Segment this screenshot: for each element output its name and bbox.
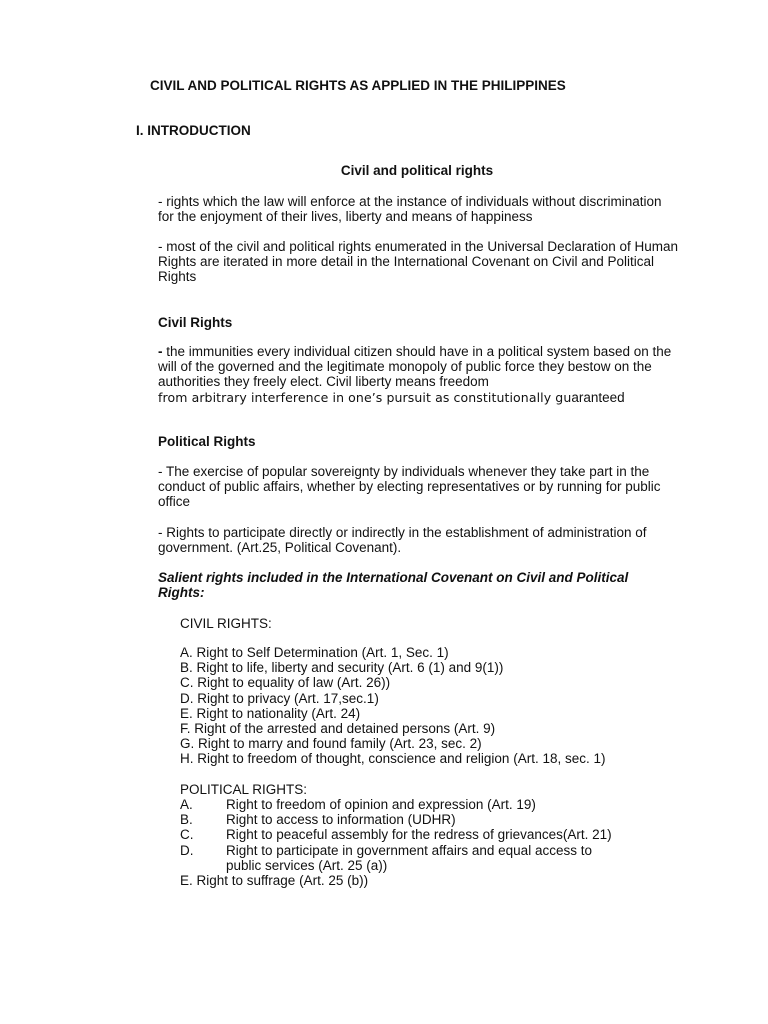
political-rights-list xyxy=(180,797,680,888)
list-item xyxy=(180,873,680,888)
civil-text-c: aranteed xyxy=(571,389,625,405)
list-item: D. Right to privacy (Art. 17,sec.1) xyxy=(180,690,379,706)
list-item: C. Right to equality of law (Art. 26)) xyxy=(180,675,391,691)
salient-heading: Salient rights included in the International Covenant on Civil and Political Rights: xyxy=(158,570,629,601)
list-letter: C. xyxy=(180,827,194,843)
document-title: CIVIL AND POLITICAL RIGHTS AS APPLIED IN THE PHILIPPINES xyxy=(150,78,566,93)
list-item-continuation xyxy=(180,858,680,873)
list-text: E. Right to suffrage (Art. 25 (b)) xyxy=(180,873,369,889)
civil-dash: - xyxy=(158,344,163,359)
list-text-continuation: public services (Art. 25 (a)) xyxy=(226,857,388,873)
list-item: B. Right to life, liberty and security (Art. 6 (1) and 9(1)) xyxy=(180,660,504,676)
list-text: Right to access to information (UDHR) xyxy=(226,812,456,828)
civil-rights-list xyxy=(180,645,680,767)
list-item xyxy=(180,843,680,858)
civil-rights-paragraph xyxy=(158,344,678,405)
list-text: Right to peaceful assembly for the redress of grievances(Art. 21) xyxy=(226,827,612,843)
civil-text-a: the immunities every individual citizen should have in a political system based on the will of the governed and the legitimate monopoly of public force they bestow on the authorities they freely elect. Civil liberty means freedom xyxy=(158,344,672,390)
definition-paragraph-1: - rights which the law will enforce at the instance of individuals without discrimination for the enjoyment of their lives, liberty and means of happiness xyxy=(158,194,662,225)
list-item: E. Right to nationality (Art. 24) xyxy=(180,705,361,721)
civil-rights-label: CIVIL RIGHTS: xyxy=(180,616,272,631)
list-item xyxy=(180,812,680,827)
list-item: G. Right to marry and found family (Art. 23, sec. 2) xyxy=(180,736,482,752)
section-heading: I. INTRODUCTION xyxy=(136,123,251,138)
list-item xyxy=(180,827,680,842)
political-rights-label: POLITICAL RIGHTS: xyxy=(180,782,308,797)
list-item: H. Right to freedom of thought, conscience and religion (Art. 18, sec. 1) xyxy=(180,751,606,767)
civil-text-b: from arbitrary interference in one’s pursuit as constitutionally gu xyxy=(158,389,572,405)
list-letter: A. xyxy=(180,797,193,812)
list-letter: B. xyxy=(180,812,193,828)
list-item xyxy=(180,797,680,812)
list-item: A. Right to Self Determination (Art. 1, Sec. 1) xyxy=(180,645,449,660)
civil-rights-heading: Civil Rights xyxy=(158,315,233,330)
list-letter: D. xyxy=(180,842,194,858)
list-item: F. Right of the arrested and detained persons (Art. 9) xyxy=(180,721,496,737)
political-paragraph-1: - The exercise of popular sovereignty by individuals whenever they take part in the conduct of public affairs, whether by electing representatives or by running for public office xyxy=(158,464,661,510)
list-text: Right to freedom of opinion and expression (Art. 19) xyxy=(226,797,536,812)
political-paragraph-2: - Rights to participate directly or indirectly in the establishment of administration of government. (Art.25, Political Covenant). xyxy=(158,525,647,556)
political-rights-heading: Political Rights xyxy=(158,434,256,449)
subheading: Civil and political rights xyxy=(340,163,494,178)
list-text: Right to participate in government affairs and equal access to xyxy=(226,842,592,858)
definition-paragraph-2: - most of the civil and political rights enumerated in the Universal Declaration of Human Rights are iterated in more detail in the International Covenant on Civil and Political Rights xyxy=(158,239,678,285)
